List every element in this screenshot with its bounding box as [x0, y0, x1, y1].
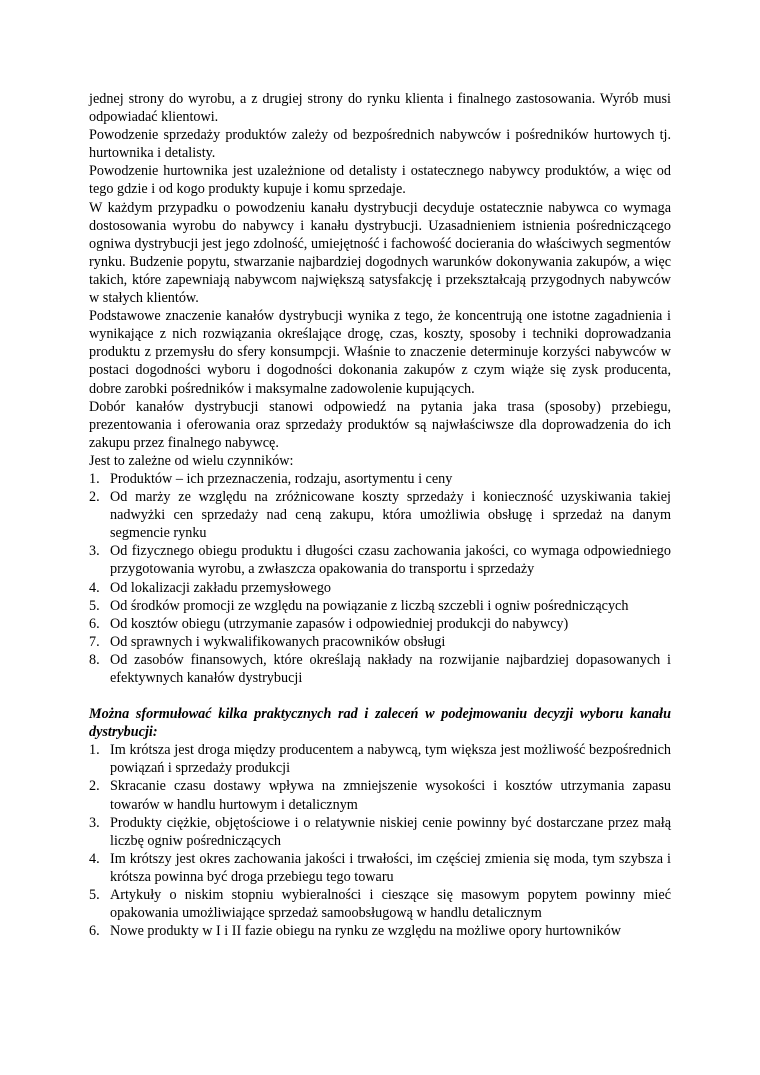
list-number: 2. [89, 489, 100, 506]
list-item [89, 597, 671, 615]
paragraph-intro-continuation: jednej strony do wyrobu, a z drugiej strony do rynku klienta i finalnego zastosowania. Wyrób musi odpowiadać klientowi. [89, 91, 671, 126]
paragraph-sales-success: Powodzenie sprzedaży produktów zależy od bezpośrednich nabywców i pośredników hurtowych tj. hurtownika i detalisty. [89, 127, 671, 162]
list-item [89, 615, 671, 633]
list-number: 1. [89, 470, 100, 487]
list-item-text: Nowe produkty w I i II fazie obiegu na rynku ze względu na możliwe opory hurtowników [110, 923, 621, 940]
document-page [89, 90, 671, 940]
list-item-text: Od kosztów obiegu (utrzymanie zapasów i odpowiedniej produkcji do nabywcy) [110, 615, 569, 632]
list-item [89, 542, 671, 578]
list-number: 2. [89, 778, 100, 795]
list-item-text: Od marży ze względu na zróżnicowane koszty sprzedaży i konieczność uzyskiwania takiej nadwyżki cen sprzedaży nad ceną zakupu, która umożliwia obsługę i sprzedaż na danym segmencie rynku [110, 489, 671, 542]
list-number: 8. [89, 651, 100, 668]
paragraph-channel-selection: Dobór kanałów dystrybucji stanowi odpowiedź na pytania jaka trasa (sposoby) przebiegu, prezentowania i oferowania oraz sprzedaży produktów są najwłaściwsze dla doprowadzenia do ich zakupu przez finalnego nabywcę. [89, 398, 671, 451]
list-item [89, 922, 671, 940]
factors-list [89, 470, 671, 687]
list-item [89, 633, 671, 651]
list-item [89, 470, 671, 488]
list-item-text: Artykuły o niskim stopniu wybieralności i cieszące się masowym popytem powinny mieć opakowania umożliwiające sprzedaż samoobsługową w handlu detalicznym [110, 887, 671, 922]
list-item [89, 488, 671, 542]
list-number: 3. [89, 543, 100, 560]
list-item [89, 886, 671, 922]
list-number: 3. [89, 814, 100, 831]
list-item-text: Produktów – ich przeznaczenia, rodzaju, asortymentu i ceny [110, 470, 453, 487]
list-number: 4. [89, 579, 100, 596]
paragraph-channel-importance: Podstawowe znaczenie kanałów dystrybucji wynika z tego, że koncentrują one istotne zagadnienia i wynikające z nich rozwiązania określające drogę, czas, koszty, sposoby i techniki doprowadzania produktu z przemysłu do sfery konsumpcji. Właśnie to znaczenie determinuje korzyści nabywców w postaci dogodności wyboru i dogodności dokonania zakupów z czym wiąże się zysk producenta, dobre zarobki pośredników i maksymalne zadowolenie kupujących. [89, 308, 671, 397]
list-item [89, 850, 671, 886]
list-number: 6. [89, 923, 100, 940]
paragraph-buyer-decides: W każdym przypadku o powodzeniu kanału dystrybucji decyduje ostatecznie nabywca co wymaga dostosowania wyrobu do nabywcy i kanału dystrybucji. Uzasadnieniem istnienia pośredniczącego ogniwa dystrybucji jest jego zdolność, umiejętność i fachowość docierania do właściwych segmentów rynku. Budzenie popytu, stwarzanie najbardziej dogodnych warunków dokonywania zakupów, a więc takich, które zapewniają nabywcom największą satysfakcję i przekształcają przygodnych nabywców w stałych klientów. [89, 199, 671, 307]
list-number: 7. [89, 633, 100, 650]
list-number: 5. [89, 597, 100, 614]
advice-heading: Można sformułować kilka praktycznych rad i zaleceń w podejmowaniu decyzji wyboru kanału dystrybucji: [89, 706, 671, 741]
list-item-text: Od zasobów finansowych, które określają nakłady na rozwijanie najbardziej dopasowanych i efektywnych kanałów dystrybucji [110, 651, 671, 686]
list-item-text: Skracanie czasu dostawy wpływa na zmniejszenie wysokości i kosztów utrzymania zapasu towarów w handlu hurtowym i detalicznym [110, 778, 671, 813]
list-item-text: Od lokalizacji zakładu przemysłowego [110, 579, 332, 596]
list-number: 4. [89, 850, 100, 867]
list-number: 5. [89, 887, 100, 904]
list-item-text: Od środków promocji ze względu na powiązanie z liczbą szczebli i ogniw pośredniczących [110, 597, 629, 614]
paragraph-factors-intro: Jest to zależne od wielu czynników: [89, 452, 294, 469]
list-item [89, 741, 671, 777]
list-item-text: Od sprawnych i wykwalifikowanych pracowników obsługi [110, 633, 446, 650]
list-item [89, 651, 671, 687]
list-item [89, 777, 671, 813]
paragraph-wholesaler-success: Powodzenie hurtownika jest uzależnione od detalisty i ostatecznego nabywcy produktów, a więc od tego gdzie i od kogo produkty kupuje i komu sprzedaje. [89, 163, 671, 198]
list-item-text: Im krótsza jest droga między producentem a nabywcą, tym większa jest możliwość bezpośrednich powiązań i sprzedaży produkcji [110, 742, 671, 777]
list-item-text: Od fizycznego obiegu produktu i długości czasu zachowania jakości, co wymaga odpowiedniego przygotowania wyrobu, a zwłaszcza opakowania do transportu i sprzedaży [110, 543, 671, 578]
list-item-text: Produkty ciężkie, objętościowe i o relatywnie niskiej cenie powinny być dostarczane przez małą liczbę ogniw pośredniczących [110, 814, 671, 849]
list-item-text: Im krótszy jest okres zachowania jakości i trwałości, im częściej zmienia się moda, tym szybsza i krótsza powinna być droga przebiegu tego towaru [110, 850, 671, 885]
list-item [89, 814, 671, 850]
list-number: 1. [89, 742, 100, 759]
advice-list [89, 741, 671, 940]
list-number: 6. [89, 615, 100, 632]
list-item [89, 579, 671, 597]
